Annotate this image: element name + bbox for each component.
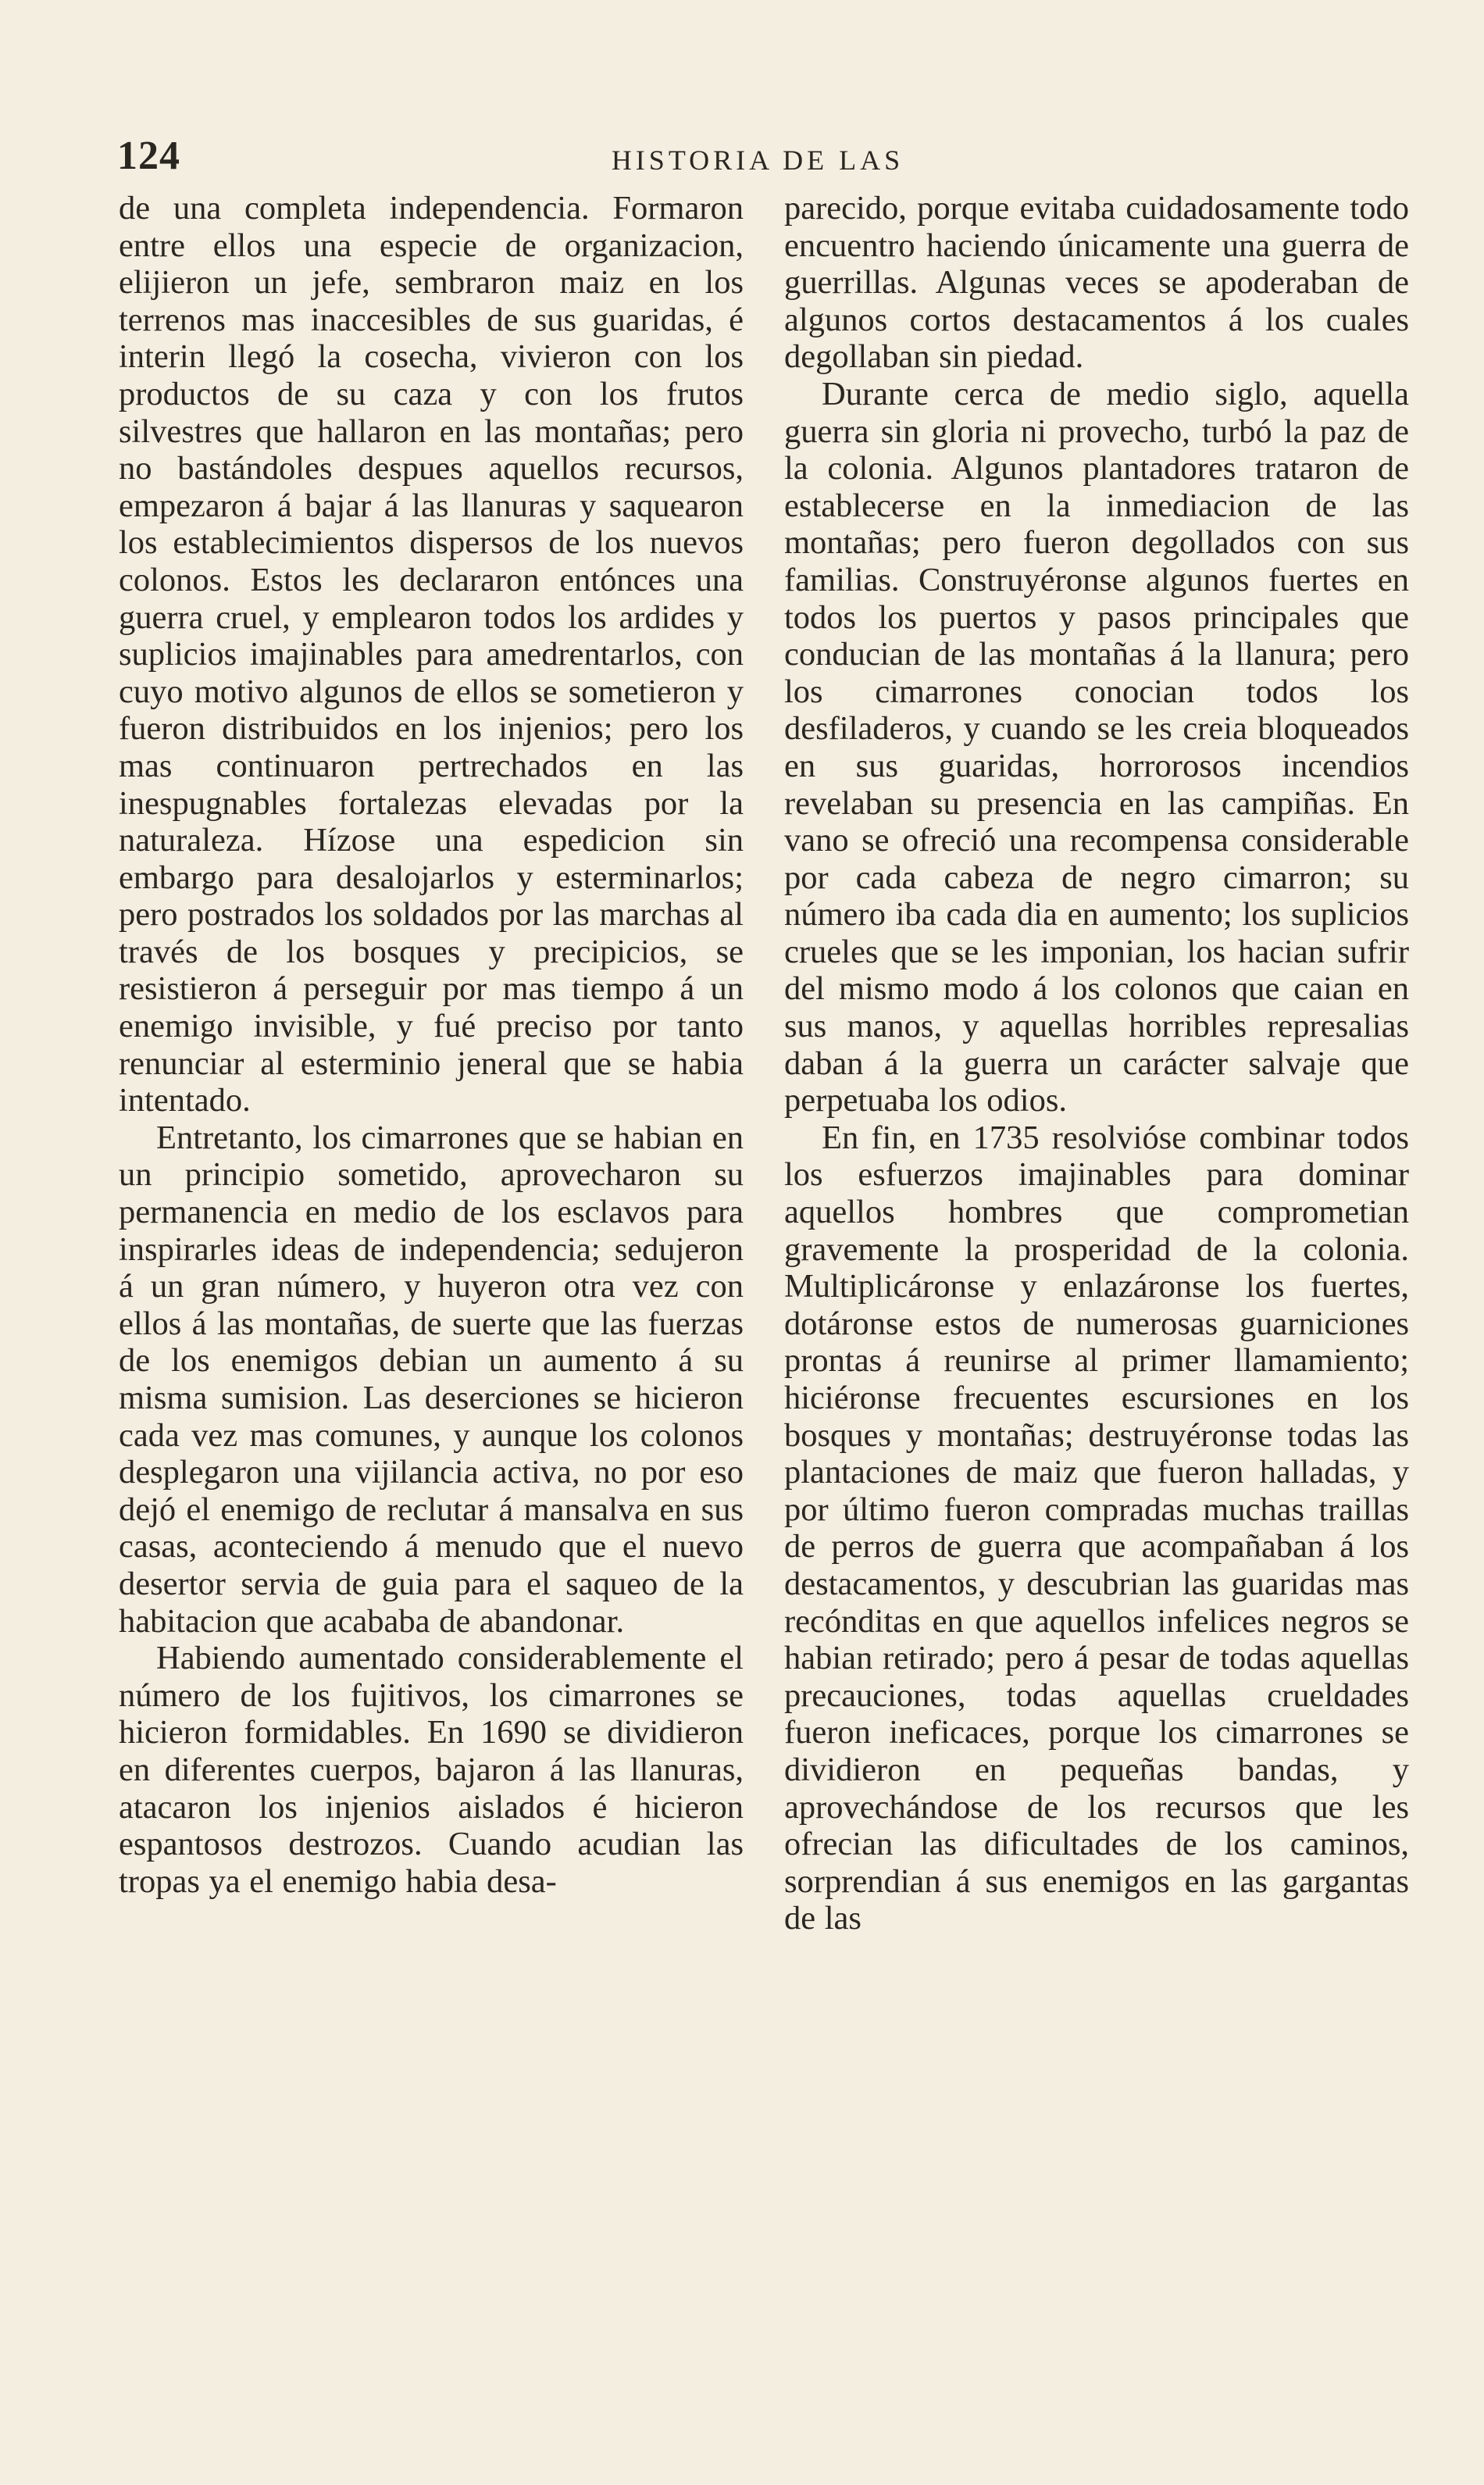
paragraph: Habiendo aumentado considerablemente el número de los fujitivos, los cimarrones se hicieron formidables. En 1690 se dividieron en diferentes cuerpos, bajaron á las llanuras, atacaron los injenios aislados é hicieron espantosos destrozos. Cuando acudian las tropas ya el enemigo habia desa- (119, 1640, 744, 1900)
paragraph: Durante cerca de medio siglo, aquella guerra sin gloria ni provecho, turbó la paz de la colonia. Algunos plantadores trataron de establecerse en la inmediacion de las montañas; pero fueron degollados con sus familias. Construyéronse algunos fuertes en todos los puertos y pasos principales que conducian de las montañas á la llanura; pero los cimarrones conocian todos los desfiladeros, y cuando se les creia bloqueados en sus guaridas, horrorosos incendios revelaban su presencia en las campiñas. En vano se ofreció una recompensa considerable por cada cabeza de negro cimarron; su número iba cada dia en aumento; los suplicios crueles que se les imponian, los hacian sufrir del mismo modo á los colonos que caian en sus manos, y aquellas horribles represalias daban á la guerra un carácter salvaje que perpetuaba los odios. (784, 375, 1409, 1119)
paragraph: En fin, en 1735 resolvióse combinar todos los esfuerzos imajinables para dominar aquellos hombres que comprometian gravemente la prosperidad de la colonia. Multiplicáronse y enlazáronse los fuertes, dotáronse estos de numerosas guarniciones prontas á reunirse al primer llamamiento; hiciéronse frecuentes escursiones en los bosques y montañas; destruyéronse todas las plantaciones de maiz que fueron halladas, y por último fueron compradas muchas traillas de perros de guerra que acompañaban á los destacamentos, y descubrian las guaridas mas recónditas en que aquellos infelices negros se habian retirado; pero á pesar de todas aquellas precauciones, todas aquellas crueldades fueron ineficaces, porque los cimarrones se dividieron en pequeñas bandas, y aprovechándose de los recursos que les ofrecian las dificultades de los caminos, sorprendian á sus enemigos en las gargantas de las (784, 1119, 1409, 1937)
page-header (117, 133, 1398, 187)
paragraph: de una completa independencia. Formaron entre ellos una especie de organizacion, elijieron un jefe, sembraron maiz en los terrenos mas inaccesibles de sus guaridas, é interin llegó la cosecha, vivieron con los productos de su caza y con los frutos silvestres que hallaron en las montañas; pero no bastándoles despues aquellos recursos, empezaron á bajar á las llanuras y saquearon los establecimientos dispersos de los nuevos colonos. Estos les declararon entónces una guerra cruel, y emplearon todos los ardides y suplicios imajinables para amedrentarlos, con cuyo motivo algunos de ellos se sometieron y fueron distribuidos en los injenios; pero los mas continuaron pertrechados en las inespugnables fortalezas elevadas por la naturaleza. Hízose una espedicion sin embargo para desalojarlos y esterminarlos; pero postrados los soldados por las marchas al través de los bosques y precipicios, se resistieron á perseguir por mas tiempo á un enemigo invisible, y fué preciso por tanto renunciar al esterminio jeneral que se habia intentado. (119, 190, 744, 1119)
paragraph: parecido, porque evitaba cuidadosamente todo encuentro haciendo únicamente una guerra de guerrillas. Algunas veces se apoderaban de algunos cortos destacamentos á los cuales degollaban sin piedad. (784, 190, 1409, 376)
right-column (784, 190, 1409, 1937)
text-columns (119, 190, 1415, 2377)
left-column (119, 190, 744, 1900)
page-number: 124 (117, 134, 180, 178)
paragraph: Entretanto, los cimarrones que se habian en un principio sometido, aprovecharon su permanencia en medio de los esclavos para inspirarles ideas de independencia; sedujeron á un gran número, y huyeron otra vez con ellos á las montañas, de suerte que las fuerzas de los enemigos debian un aumento á su misma sumision. Las deserciones se hicieron cada vez mas comunes, y aunque los colonos desplegaron una vijilancia activa, no por eso dejó el enemigo de reclutar á mansalva en sus casas, aconteciendo á menudo que el nuevo desertor servia de guia para el saqueo de la habitacion que acababa de abandonar. (119, 1119, 744, 1640)
running-title: HISTORIA DE LAS (611, 145, 904, 176)
